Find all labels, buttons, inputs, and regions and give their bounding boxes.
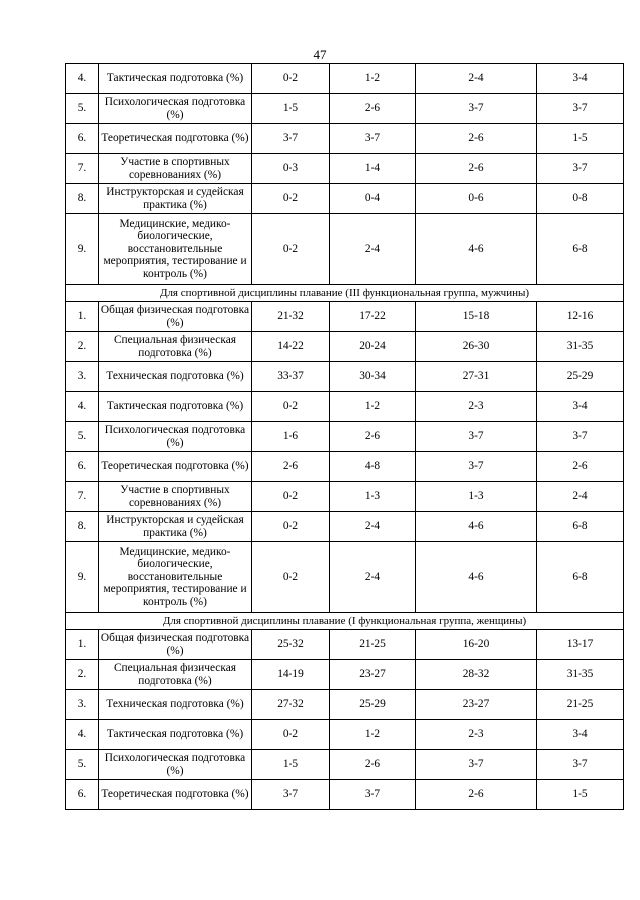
training-type-cell: Инструкторская и судейская практика (%) — [99, 184, 252, 214]
stage-4-value: 31-35 — [537, 332, 624, 362]
table-row — [66, 422, 624, 452]
stage-4-value: 0-8 — [537, 184, 624, 214]
stage-2-value: 17-22 — [330, 302, 416, 332]
table-row — [66, 214, 624, 285]
table-body — [66, 64, 624, 810]
stage-3-value: 2-6 — [416, 780, 537, 810]
stage-2-value: 1-3 — [330, 482, 416, 512]
stage-1-value: 3-7 — [252, 124, 330, 154]
stage-2-value: 25-29 — [330, 690, 416, 720]
stage-3-value: 2-6 — [416, 124, 537, 154]
table-row — [66, 64, 624, 94]
stage-1-value: 1-5 — [252, 94, 330, 124]
stage-4-value: 2-6 — [537, 452, 624, 482]
stage-2-value: 30-34 — [330, 362, 416, 392]
stage-3-value: 4-6 — [416, 512, 537, 542]
training-type-cell: Инструкторская и судейская практика (%) — [99, 512, 252, 542]
stage-1-value: 0-3 — [252, 154, 330, 184]
stage-3-value: 4-6 — [416, 214, 537, 285]
table-row — [66, 482, 624, 512]
table-row — [66, 124, 624, 154]
stage-4-value: 3-7 — [537, 422, 624, 452]
stage-4-value: 25-29 — [537, 362, 624, 392]
stage-2-value: 0-4 — [330, 184, 416, 214]
stage-3-value: 28-32 — [416, 660, 537, 690]
stage-3-value: 3-7 — [416, 94, 537, 124]
stage-3-value: 26-30 — [416, 332, 537, 362]
stage-1-value: 2-6 — [252, 452, 330, 482]
training-type-cell: Тактическая подготовка (%) — [99, 64, 252, 94]
table-row — [66, 750, 624, 780]
table-row — [66, 630, 624, 660]
stage-2-value: 1-2 — [330, 64, 416, 94]
stage-1-value: 1-6 — [252, 422, 330, 452]
stage-2-value: 3-7 — [330, 780, 416, 810]
stage-1-value: 25-32 — [252, 630, 330, 660]
training-type-cell: Тактическая подготовка (%) — [99, 392, 252, 422]
row-number: 4. — [66, 392, 99, 422]
row-number: 7. — [66, 482, 99, 512]
row-number: 5. — [66, 94, 99, 124]
row-number: 7. — [66, 154, 99, 184]
table-row — [66, 452, 624, 482]
training-type-cell: Психологическая подготовка (%) — [99, 750, 252, 780]
section-header-row — [66, 613, 624, 630]
stage-4-value: 3-7 — [537, 94, 624, 124]
stage-2-value: 3-7 — [330, 124, 416, 154]
table-row — [66, 720, 624, 750]
stage-4-value: 31-35 — [537, 660, 624, 690]
training-type-cell: Психологическая подготовка (%) — [99, 422, 252, 452]
stage-1-value: 0-2 — [252, 482, 330, 512]
row-number: 1. — [66, 302, 99, 332]
page-number: 47 — [313, 47, 327, 62]
stage-3-value: 3-7 — [416, 422, 537, 452]
stage-4-value: 1-5 — [537, 124, 624, 154]
stage-2-value: 2-4 — [330, 214, 416, 285]
training-type-cell: Техническая подготовка (%) — [99, 362, 252, 392]
stage-1-value: 0-2 — [252, 184, 330, 214]
stage-2-value: 20-24 — [330, 332, 416, 362]
training-type-cell: Общая физическая подготовка (%) — [99, 630, 252, 660]
stage-1-value: 0-2 — [252, 64, 330, 94]
training-type-cell: Теоретическая подготовка (%) — [99, 780, 252, 810]
row-number: 6. — [66, 452, 99, 482]
stage-1-value: 0-2 — [252, 542, 330, 613]
stage-2-value: 4-8 — [330, 452, 416, 482]
stage-1-value: 33-37 — [252, 362, 330, 392]
training-type-cell: Специальная физическая подготовка (%) — [99, 332, 252, 362]
stage-3-value: 3-7 — [416, 452, 537, 482]
stage-3-value: 2-3 — [416, 392, 537, 422]
stage-3-value: 0-6 — [416, 184, 537, 214]
stage-4-value: 3-4 — [537, 720, 624, 750]
section-header: Для спортивной дисциплины плавание (I функциональная группа, женщины) — [66, 613, 624, 630]
stage-3-value: 16-20 — [416, 630, 537, 660]
stage-2-value: 23-27 — [330, 660, 416, 690]
table-row — [66, 332, 624, 362]
row-number: 8. — [66, 184, 99, 214]
table-row — [66, 362, 624, 392]
stage-1-value: 1-5 — [252, 750, 330, 780]
stage-2-value: 1-4 — [330, 154, 416, 184]
stage-4-value: 6-8 — [537, 512, 624, 542]
row-number: 6. — [66, 780, 99, 810]
training-type-cell: Специальная физическая подготовка (%) — [99, 660, 252, 690]
stage-1-value: 14-19 — [252, 660, 330, 690]
row-number: 4. — [66, 64, 99, 94]
row-number: 4. — [66, 720, 99, 750]
training-type-cell: Медицинские, медико-биологические, восстановительные мероприятия, тестирование и контроль (%) — [99, 542, 252, 613]
table-row — [66, 392, 624, 422]
stage-4-value: 3-4 — [537, 64, 624, 94]
stage-4-value: 13-17 — [537, 630, 624, 660]
stage-3-value: 1-3 — [416, 482, 537, 512]
table-row — [66, 660, 624, 690]
stage-1-value: 21-32 — [252, 302, 330, 332]
row-number: 3. — [66, 690, 99, 720]
stage-1-value: 0-2 — [252, 720, 330, 750]
row-number: 2. — [66, 332, 99, 362]
row-number: 9. — [66, 214, 99, 285]
stage-2-value: 2-6 — [330, 94, 416, 124]
table-row — [66, 302, 624, 332]
section-header-row — [66, 285, 624, 302]
stage-3-value: 2-4 — [416, 64, 537, 94]
table-row — [66, 690, 624, 720]
row-number: 1. — [66, 630, 99, 660]
stage-1-value: 14-22 — [252, 332, 330, 362]
row-number: 8. — [66, 512, 99, 542]
stage-4-value: 1-5 — [537, 780, 624, 810]
training-ratio-table — [65, 63, 624, 810]
table-row — [66, 780, 624, 810]
stage-3-value: 2-6 — [416, 154, 537, 184]
stage-3-value: 4-6 — [416, 542, 537, 613]
section-header: Для спортивной дисциплины плавание (III функциональная группа, мужчины) — [66, 285, 624, 302]
stage-2-value: 1-2 — [330, 392, 416, 422]
row-number: 3. — [66, 362, 99, 392]
stage-4-value: 6-8 — [537, 214, 624, 285]
stage-4-value: 2-4 — [537, 482, 624, 512]
training-type-cell: Теоретическая подготовка (%) — [99, 452, 252, 482]
row-number: 9. — [66, 542, 99, 613]
table-row — [66, 94, 624, 124]
stage-4-value: 3-7 — [537, 154, 624, 184]
stage-2-value: 2-6 — [330, 422, 416, 452]
table-row — [66, 542, 624, 613]
training-type-cell: Тактическая подготовка (%) — [99, 720, 252, 750]
stage-4-value: 12-16 — [537, 302, 624, 332]
stage-1-value: 3-7 — [252, 780, 330, 810]
stage-4-value: 3-4 — [537, 392, 624, 422]
table-row — [66, 184, 624, 214]
stage-3-value: 23-27 — [416, 690, 537, 720]
row-number: 5. — [66, 750, 99, 780]
stage-2-value: 2-6 — [330, 750, 416, 780]
row-number: 5. — [66, 422, 99, 452]
stage-1-value: 0-2 — [252, 392, 330, 422]
table-row — [66, 512, 624, 542]
stage-1-value: 0-2 — [252, 512, 330, 542]
stage-4-value: 21-25 — [537, 690, 624, 720]
training-type-cell: Медицинские, медико-биологические, восстановительные мероприятия, тестирование и контроль (%) — [99, 214, 252, 285]
stage-2-value: 21-25 — [330, 630, 416, 660]
stage-2-value: 2-4 — [330, 542, 416, 613]
training-type-cell: Психологическая подготовка (%) — [99, 94, 252, 124]
stage-2-value: 2-4 — [330, 512, 416, 542]
stage-3-value: 2-3 — [416, 720, 537, 750]
training-type-cell: Участие в спортивных соревнованиях (%) — [99, 154, 252, 184]
stage-4-value: 3-7 — [537, 750, 624, 780]
training-type-cell: Участие в спортивных соревнованиях (%) — [99, 482, 252, 512]
stage-3-value: 3-7 — [416, 750, 537, 780]
table-row — [66, 154, 624, 184]
training-type-cell: Техническая подготовка (%) — [99, 690, 252, 720]
stage-3-value: 15-18 — [416, 302, 537, 332]
stage-4-value: 6-8 — [537, 542, 624, 613]
row-number: 6. — [66, 124, 99, 154]
row-number: 2. — [66, 660, 99, 690]
training-type-cell: Общая физическая подготовка (%) — [99, 302, 252, 332]
stage-2-value: 1-2 — [330, 720, 416, 750]
stage-1-value: 0-2 — [252, 214, 330, 285]
stage-1-value: 27-32 — [252, 690, 330, 720]
training-type-cell: Теоретическая подготовка (%) — [99, 124, 252, 154]
stage-3-value: 27-31 — [416, 362, 537, 392]
